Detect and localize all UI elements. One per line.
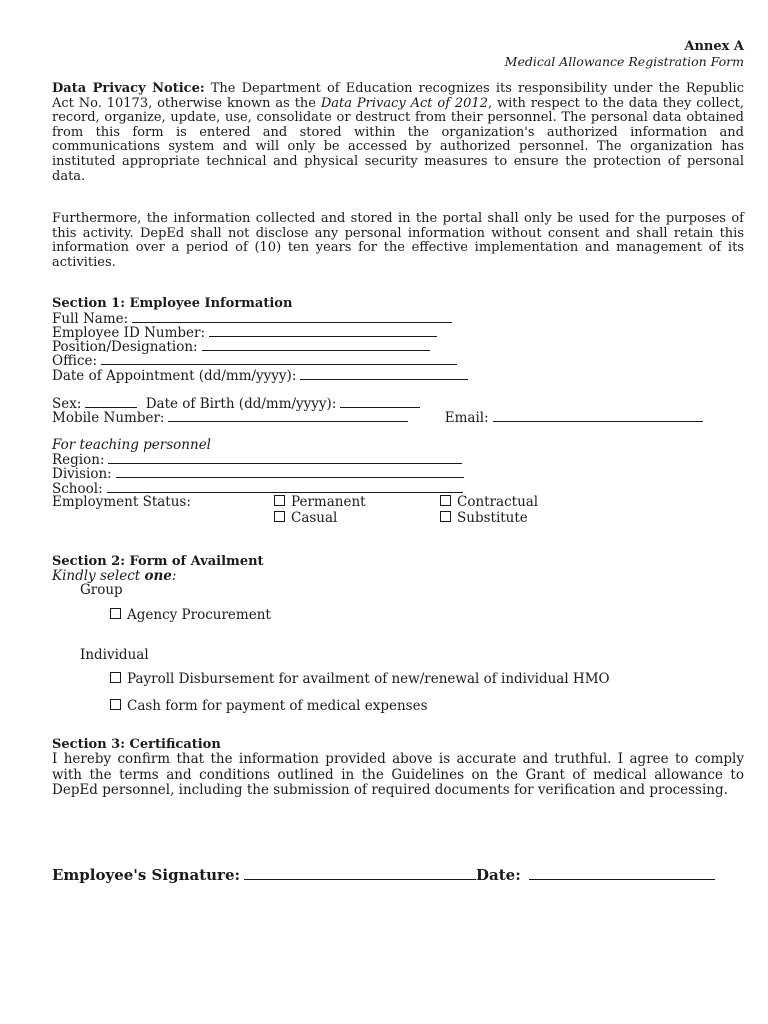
section3-title: Section 3: Certification [52,737,221,752]
office-field[interactable] [101,353,457,365]
checkbox-icon[interactable] [110,672,121,683]
section2-title: Section 2: Form of Availment [52,554,264,569]
signature-field[interactable] [244,866,476,880]
date-field[interactable] [529,866,715,880]
individual-label: Individual [80,647,149,663]
privacy-notice-text2: , with respect to the data they collect, record, organize, update, use, consolidate or destruct from their personnel. The personal data obtained from this form is entered and stored within the organization's authorized information and communications system and will only be accessed by authorized personnel. The organization has instituted appropriate technical and physical security measures to ensure the protection of personal data. [52,95,744,184]
status-substitute-label: Substitute [457,510,528,526]
annex-title: Annex A [684,39,744,54]
signature-row [52,866,715,883]
status-casual-label: Casual [291,510,338,526]
school-field[interactable] [107,481,463,493]
division-field[interactable] [116,466,464,478]
office-row [52,353,457,369]
sex-label: Sex: [52,396,82,412]
employee-id-field[interactable] [209,325,437,337]
office-label: Office: [52,353,98,369]
email-label: Email: [444,410,489,426]
privacy-notice-label: Data Privacy Notice: [52,81,205,96]
privacy-paragraph-2: Furthermore, the information collected and stored in the portal shall only be used for the purposes of this activity. DepEd shall not disclose any personal information without consent and shall retain this information over a period of (10) ten years for the effective implementation and management of its activities. [52,211,744,270]
option-agency-procurement[interactable] [110,608,271,623]
appointment-row [52,368,468,384]
full-name-label: Full Name: [52,311,129,327]
privacy-notice-text1: The Department of Education recognizes its responsibility under the Republic Act No. 10173, otherwise known as the [52,81,744,111]
instruction-post: : [171,568,177,584]
employment-status-label: Employment Status: [52,494,191,510]
section1-title: Section 1: Employee Information [52,296,293,311]
signature-label: Employee's Signature: [52,866,241,884]
region-label: Region: [52,452,105,468]
position-field[interactable] [202,339,430,351]
checkbox-icon[interactable] [274,495,285,506]
region-field[interactable] [108,452,462,464]
division-label: Division: [52,466,112,482]
mobile-email-row [52,410,703,426]
cash-form-label: Cash form for payment of medical expenses [127,698,428,714]
instruction-pre: Kindly select [52,568,145,584]
employee-id-label: Employee ID Number: [52,325,206,341]
dob-label: Date of Birth (dd/mm/yyyy): [145,396,337,412]
mobile-label: Mobile Number: [52,410,165,426]
status-contractual-label: Contractual [457,494,539,510]
checkbox-icon[interactable] [110,608,121,619]
sex-field[interactable] [85,396,137,408]
teaching-note: For teaching personnel [52,437,212,453]
appointment-field[interactable] [300,368,468,380]
status-permanent-label: Permanent [291,494,366,510]
status-option-contractual[interactable] [440,495,538,510]
mobile-field[interactable] [168,410,408,422]
division-row [52,466,464,482]
checkbox-icon[interactable] [440,495,451,506]
status-option-casual[interactable] [274,511,337,526]
full-name-field[interactable] [132,311,452,323]
status-option-permanent[interactable] [274,495,366,510]
email-field[interactable] [493,410,703,422]
status-option-substitute[interactable] [440,511,528,526]
agency-procurement-label: Agency Procurement [127,607,271,623]
appointment-label: Date of Appointment (dd/mm/yyyy): [52,368,297,384]
group-label: Group [80,582,123,598]
form-subtitle: Medical Allowance Registration Form [504,54,744,69]
checkbox-icon[interactable] [440,511,451,522]
checkbox-icon[interactable] [274,511,285,522]
dob-field[interactable] [340,396,420,408]
payroll-disbursement-label: Payroll Disbursement for availment of new/renewal of individual HMO [127,671,610,687]
privacy-notice [52,82,744,184]
position-label: Position/Designation: [52,339,198,355]
privacy-act-name: Data Privacy Act of 2012 [320,95,488,111]
school-label: School: [52,481,103,497]
option-payroll-disbursement[interactable] [110,672,610,687]
certification-text: I hereby confirm that the information provided above is accurate and truthful. I agree to comply with the terms and conditions outlined in the Guidelines on the Grant of medical allowance to DepEd personnel, including the submission of required documents for verification and processing. [52,751,744,798]
instruction-bold: one [144,568,172,584]
date-label: Date: [476,866,521,884]
option-cash-form[interactable] [110,699,428,714]
checkbox-icon[interactable] [110,699,121,710]
